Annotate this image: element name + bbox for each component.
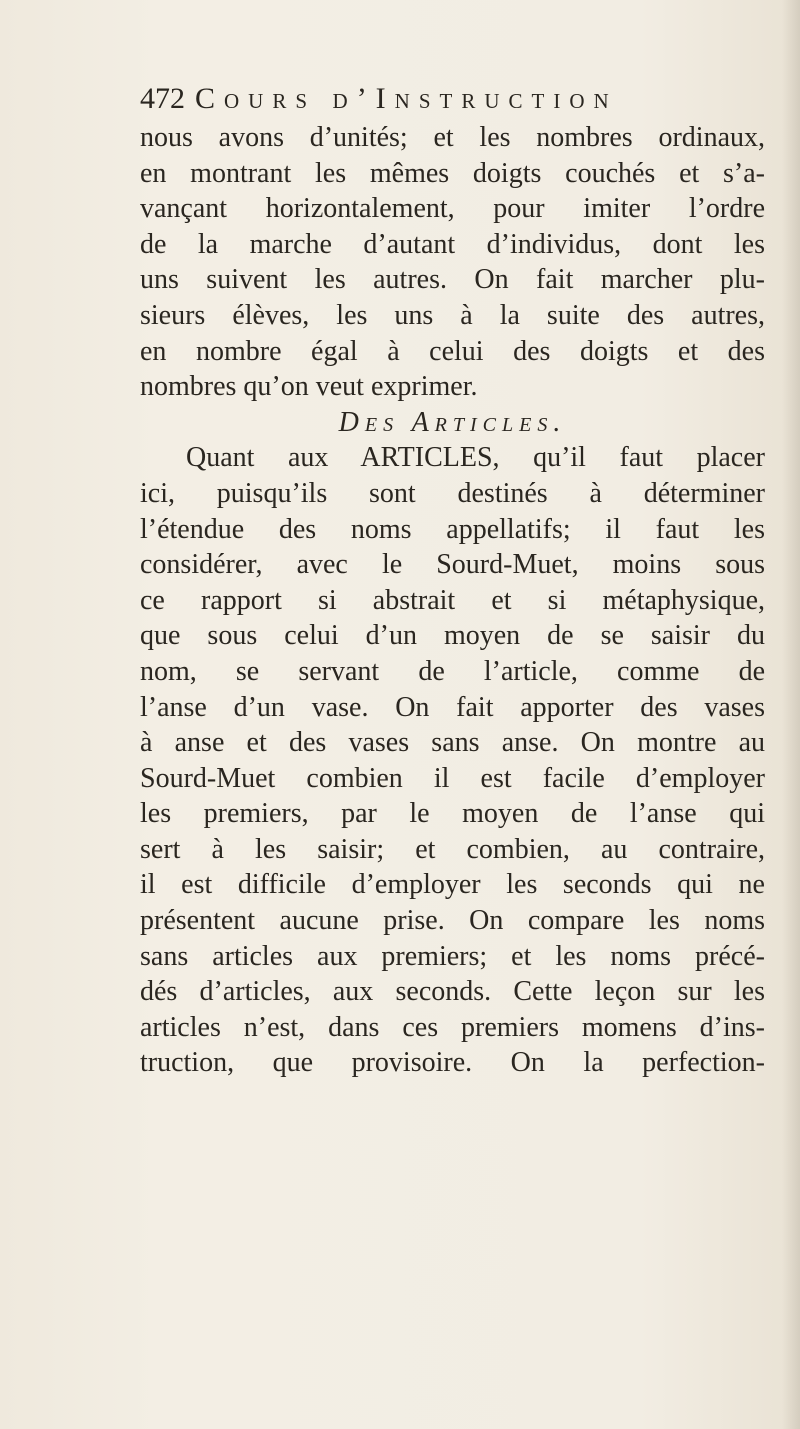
page-number: 472 <box>140 82 185 115</box>
page-edge-shadow <box>782 0 800 1429</box>
text-line: il est difficile d’employer les seconds qui ne <box>140 869 765 901</box>
running-head <box>140 82 780 122</box>
text-line: en montrant les mêmes doigts couchés et s’a- <box>140 157 765 189</box>
text-line: nom, se servant de l’article, comme de <box>140 655 765 687</box>
text-line: de la marche d’autant d’individus, dont les <box>140 228 765 260</box>
text-line: vançant horizontalement, pour imiter l’ordre <box>140 193 765 225</box>
body-text <box>140 120 765 1081</box>
text-line: considérer, avec le Sourd-Muet, moins sous <box>140 549 765 581</box>
text-line: uns suivent les autres. On fait marcher plu- <box>140 264 765 296</box>
text-line: truction, que provisoire. On la perfection- <box>140 1047 765 1079</box>
text-line: à anse et des vases sans anse. On montre au <box>140 727 765 759</box>
text-line: Sourd-Muet combien il est facile d’employer <box>140 762 765 794</box>
text-line: nous avons d’unités; et les nombres ordinaux, <box>140 122 765 153</box>
text-line: sieurs élèves, les uns à la suite des autres, <box>140 299 765 331</box>
text-line: ce rapport si abstrait et si métaphysique, <box>140 584 765 616</box>
text-line: que sous celui d’un moyen de se saisir du <box>140 620 765 652</box>
text-line: nombres qu’on veut exprimer. <box>140 371 478 403</box>
text-line: les premiers, par le moyen de l’anse qui <box>140 798 765 830</box>
section-heading: Des Articles. <box>338 406 567 438</box>
text-line: en nombre égal à celui des doigts et des <box>140 335 765 367</box>
text-line: l’étendue des noms appellatifs; il faut les <box>140 513 765 545</box>
text-line: présentent aucune prise. On compare les noms <box>140 905 765 937</box>
text-line: sans articles aux premiers; et les noms précé- <box>140 940 765 972</box>
text-line: l’anse d’un vase. On fait apporter des vases <box>140 691 765 723</box>
text-line: articles n’est, dans ces premiers momens d’ins- <box>140 1011 765 1043</box>
text-line: ici, puisqu’ils sont destinés à déterminer <box>140 477 765 509</box>
text-line: dés d’articles, aux seconds. Cette leçon sur les <box>140 976 765 1008</box>
text-line: Quant aux ARTICLES, qu’il faut placer <box>186 442 765 474</box>
running-head-title: Cours d’Instruction <box>195 82 618 115</box>
text-line: sert à les saisir; et combien, au contraire, <box>140 833 765 865</box>
